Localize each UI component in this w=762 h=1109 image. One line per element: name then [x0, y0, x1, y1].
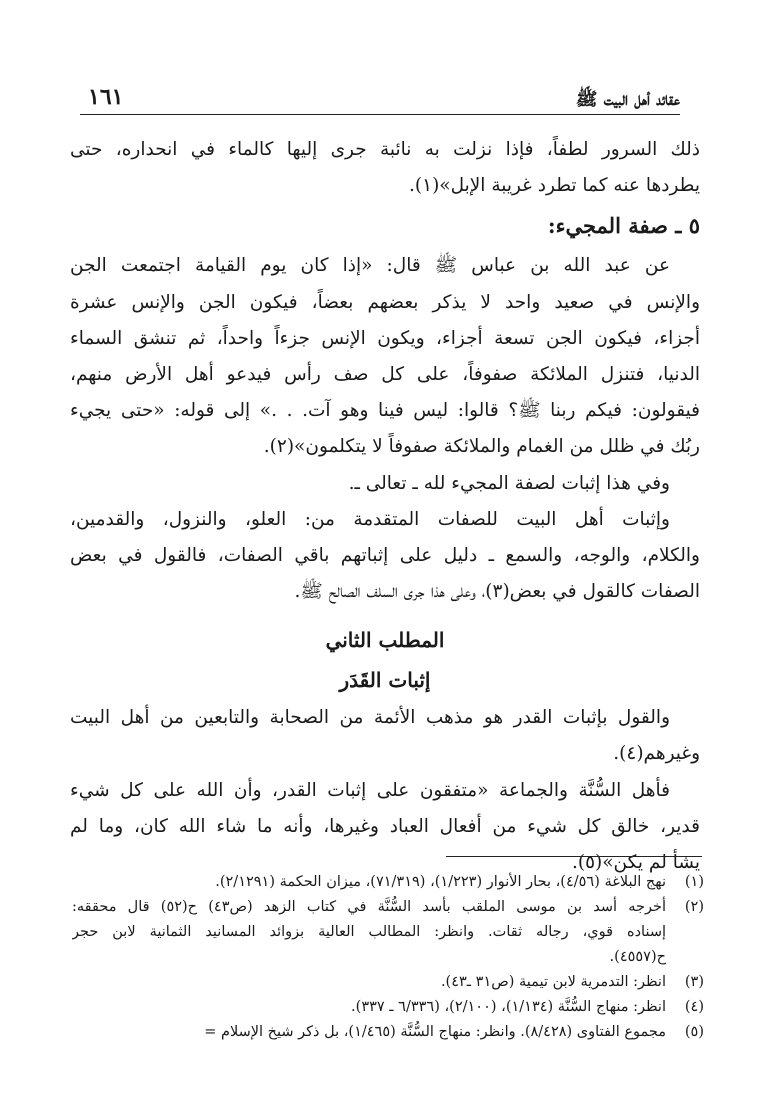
text-line: والإنس في صعيد واحد لا يذكر بعضهم بعضاً، فيكون الجن والإنس عشرة [70, 291, 700, 313]
footnote-line: نهج البلاغة (٤/٥٦)، بحار الأنوار (١/٢٢٣)، (٧١/٣١٩)، ميزان الحكمة (٢/١٢٩١). [215, 874, 666, 890]
text-line: وإثبات أهل البيت للصفات المتقدمة من: العلو، والنزول، والقدمين، [70, 508, 670, 530]
text-line: والقول بإثبات القدر هو مذهب الأئمة من الصحابة والتابعين من أهل البيت [70, 707, 670, 729]
text-line: وفي هذا إثبات لصفة المجيء لله ـ تعالى ـ. [348, 472, 670, 494]
page-number: ١٦١ [88, 84, 124, 110]
text-line: فأهل السُّنَّة والجماعة «متفقون على إثبات القدر، وأن الله على كل شيء [70, 779, 670, 801]
footnote-separator [446, 856, 702, 857]
footnote-line: مجموع الفتاوى (٨/٤٢٨). وانظر: منهاج السُّنَّة (١/٤٦٥)، بل ذكر شيخ الإسلام = [204, 1024, 666, 1040]
page-header [80, 84, 680, 115]
footnote-line: أخرجه أسد بن موسى الملقب بأسد السُّنَّة في كتاب الزهد (ص٤٣) ح(٥٢) قال محققه: [72, 899, 666, 915]
main-text [70, 132, 700, 881]
text-line: يشأ لم يكن»(٥). [571, 852, 700, 873]
matlab-subtitle: إثبات القَدَر [339, 668, 431, 693]
footnote-line: ح(٤٥٥٧). [609, 949, 666, 965]
footnote [72, 970, 704, 995]
text-line: ربُك في ظلل من الغمام والملائكة صفوفاً لا يتكلمون»(٢). [263, 436, 700, 458]
footnote [72, 1020, 704, 1045]
footnote-number: (٥) [684, 1024, 704, 1040]
section-heading: ٥ ـ صفة المجيء: [547, 213, 700, 239]
text-line: ذلك السرور لطفاً، فإذا نزلت به نائبة جرى إليها كالماء في انحداره، حتى [70, 139, 700, 160]
footnote-number: (٤) [684, 999, 704, 1015]
text-line: يطردها عنه كما تطرد غريبة الإبل»(١). [409, 175, 700, 197]
text-line: وغيرهم(٤). [613, 743, 700, 765]
text-line: فيقولون: فيكم ربنا ﷺ؟ قالوا: ليس فينا وهو آت. . .» إلى قوله: «حتى يجيء [70, 400, 700, 422]
text-line: عن عبد الله بن عباس ﷺ قال: «إذا كان يوم القيامة اجتمعت الجن [70, 255, 670, 277]
matlab-title: المطلب الثاني [325, 628, 445, 653]
text-line: الصفات كالقول في بعض(٣)، وعلى هذا جرى السلف الصالح ﷺ. [294, 581, 700, 603]
footnote-line: انظر: التدمرية لابن تيمية (ص٣١ ـ٤٣). [440, 974, 666, 990]
footnote-number: (١) [684, 874, 704, 890]
text-line: والكلام، والوجه، والسمع ـ دليل على إثباتهم باقي الصفات، فالقول في بعض [70, 544, 700, 566]
text-line: أجزاء، فيكون الجن تسعة أجزاء، ويكون الإنس جزءاً واحداً، ثم تنشق السماء [70, 327, 700, 349]
footnote [72, 995, 704, 1020]
footnotes [72, 870, 704, 1045]
footnote-line: إسناده قوي، رجاله ثقات. وانظر: المطالب العالية بزوائد المسانيد الثمانية لابن حجر [72, 924, 666, 940]
footnote-number: (٣) [684, 974, 704, 990]
footnote-line: انظر: منهاج السُّنَّة (١/١٣٤)، (٢/١٠٠)، (٦/٣٣٦ ـ ٣٣٧). [351, 999, 666, 1015]
footnote [72, 895, 704, 970]
footnote [72, 870, 704, 895]
text-line: قدير، خالق كل شيء من أفعال العباد وغيرها، وأنه ما شاء الله كان، وما لم [70, 815, 700, 837]
text-line: الدنيا، فتنزل الملائكة صفوفاً، على كل صف رأس فيدعو أهل الأرض منهم، [70, 363, 700, 385]
running-title: عقائد أهل البيت ﷺ [575, 89, 680, 110]
footnote-number: (٢) [684, 899, 704, 915]
